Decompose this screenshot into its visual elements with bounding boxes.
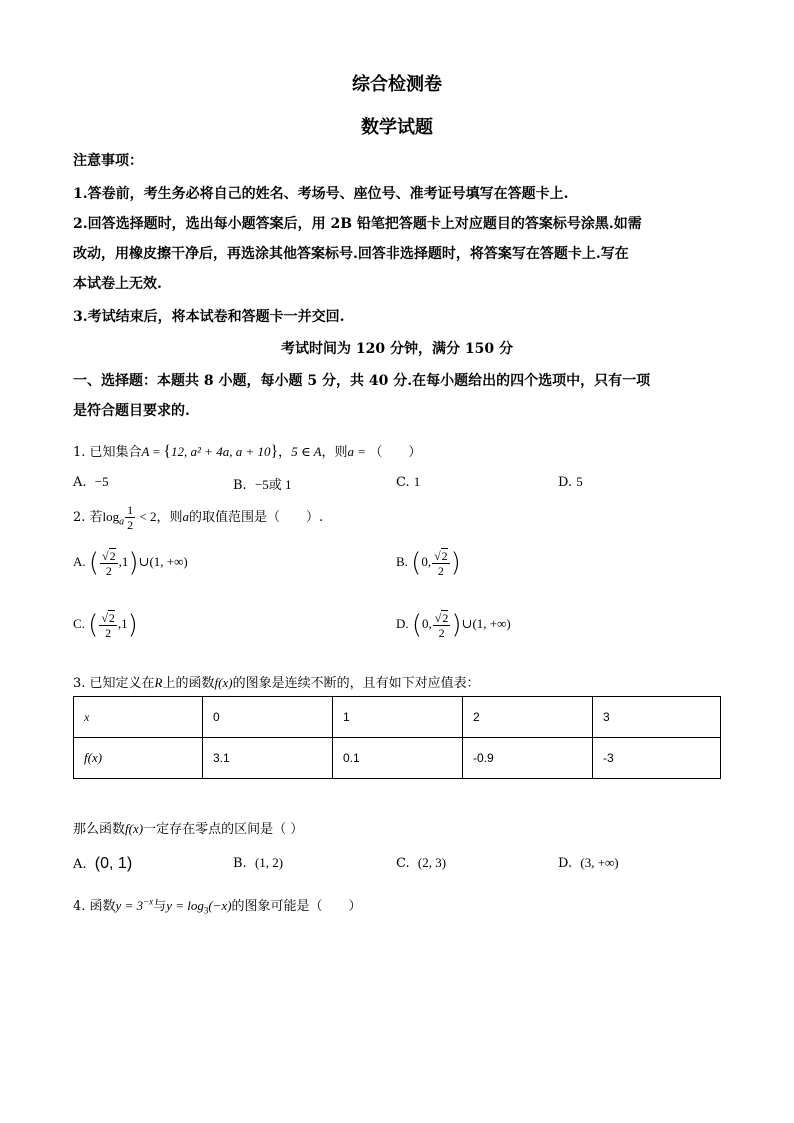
notes-item-2-line-3: 本试卷上无效. [73, 276, 162, 292]
notes-item-2-line-2: 改动，用橡皮擦干净后，再选涂其他答案标号.回答非选择题时，将答案写在答题卡上.写在 [73, 246, 629, 262]
option-label: B. [396, 553, 408, 569]
question-3-stem [73, 672, 480, 691]
section-1-intro-line-1: 一、选择题：本题共 8 小题，每小题 5 分，共 40 分.在每小题给出的四个选项中，只有一项 [73, 373, 651, 389]
q4-func-1-exp: −x [143, 896, 154, 907]
q1-answer-paren: （ ） [369, 445, 422, 460]
page-title: 综合检测卷 [352, 74, 442, 95]
interval-inf: (1, +∞) [472, 615, 511, 631]
q4-suffix: 的图象可能是（ ） [231, 899, 362, 914]
interval-lower: 0 [421, 553, 428, 569]
paren-close: ) [450, 548, 461, 578]
option-label: B. [233, 856, 247, 871]
option-text: (1, 2) [254, 855, 284, 870]
q3-func: f(x) [214, 675, 233, 690]
option-label: C. [396, 856, 410, 871]
q3-question [73, 818, 303, 837]
question-1-stem [73, 441, 421, 461]
q2-frac-den: 2 [127, 518, 134, 532]
q4-func-2-base: 3 [203, 905, 209, 916]
notes-heading: 注意事项： [73, 153, 143, 169]
q3-prefix: 3. 已知定义在 [73, 676, 155, 691]
union-symbol: ∪ [138, 553, 150, 569]
q2-fraction [125, 503, 135, 532]
option-text: (2, 3) [417, 855, 447, 870]
q1-option-a [73, 474, 109, 490]
q1-set-name: A [141, 444, 150, 459]
sqrt2-over-2: $\frac{√2}{2}$ [102, 548, 116, 578]
sqrt2-over-2: $\frac{√2}{2}$ [434, 610, 449, 640]
q1-ask: a = [347, 444, 370, 459]
option-label: C. [396, 475, 410, 490]
union-symbol: ∪ [461, 615, 473, 631]
q1-brace-open: { [163, 443, 172, 460]
frac-den: 2 [105, 625, 112, 640]
option-label: C. [73, 615, 85, 631]
q2-prefix: 2. 若 [73, 510, 103, 525]
q3-domain: R [154, 675, 163, 690]
frac-den: 2 [438, 625, 445, 640]
q3-question-func: f(x) [125, 821, 144, 836]
q2-option-c: C. ( $\frac{√2}{2}$ ,1) [73, 610, 138, 640]
paren-close: ) [451, 610, 462, 640]
q1-sep2: ，则 [321, 445, 348, 460]
q4-func-2-arg: (−x) [208, 898, 232, 913]
table-cell: x [74, 697, 203, 738]
sqrt2-over-2: $\frac{√2}{2}$ [434, 548, 448, 578]
option-text: 1 [413, 474, 421, 489]
q2-suffix2: 的取值范围是（ ）. [189, 510, 324, 525]
paren-open: ( [411, 610, 423, 640]
option-text: −5 [94, 474, 109, 489]
option-text: (3, +∞) [580, 855, 619, 870]
q4-func-2: y = log [166, 898, 204, 913]
q1-eq: = [149, 444, 164, 459]
q2-suffix: ，则 [156, 510, 183, 525]
paren-close: ) [128, 548, 139, 578]
q1-brace-close: } [270, 443, 279, 460]
sqrt-radicand: 2 [108, 610, 115, 625]
table-row [74, 738, 721, 779]
option-text: 5 [576, 474, 583, 489]
table-cell: 3.1 [203, 738, 333, 779]
sqrt-radicand: 2 [441, 548, 448, 563]
paren-open: ( [411, 548, 422, 578]
paren-open: ( [88, 610, 99, 640]
notes-item-1: 1.答卷前，考生务必将自己的姓名、考场号、座位号、准考证号填写在答题卡上. [73, 186, 569, 202]
question-4-stem [73, 895, 362, 916]
q1-prefix: 1. 已知集合 [73, 445, 142, 460]
q3-option-b [233, 855, 283, 871]
interval-lower: 0 [422, 615, 429, 631]
q4-prefix: 4. 函数 [73, 899, 116, 914]
option-label: A. [73, 475, 87, 490]
q2-frac-num: 1 [127, 503, 134, 517]
option-label: D. [558, 856, 573, 871]
q3-option-a [73, 855, 132, 873]
sqrt2-over-2: $\frac{√2}{2}$ [101, 610, 115, 640]
q3-option-c [396, 855, 446, 871]
notes-item-3: 3.考试结束后，将本试卷和答题卡一并交回. [73, 309, 345, 325]
q3-question-suffix: 一定存在零点的区间是（ ） [143, 822, 304, 837]
option-text: −5或 1 [254, 477, 292, 492]
q1-condition: 5 ∈ A [291, 444, 322, 459]
table-cell: 0 [203, 697, 333, 738]
q3-question-prefix: 那么函数 [73, 822, 126, 837]
question-2-stem [73, 503, 323, 532]
q2-log: log [102, 509, 120, 524]
interval-upper: 1 [121, 553, 129, 569]
q2-log-base: a [119, 516, 125, 528]
table-cell: -0.9 [463, 738, 593, 779]
interval-upper: 1 [121, 615, 128, 631]
section-1-intro-line-2: 是符合题目要求的. [73, 403, 190, 419]
q4-func-1: y = 3 [115, 898, 144, 913]
q4-mid: 与 [153, 899, 167, 914]
option-label: D. [396, 615, 409, 631]
q2-option-d: D. (0, $\frac{√2}{2}$ )∪(1, +∞) [396, 610, 511, 640]
option-label: B. [233, 478, 247, 493]
q1-option-d [558, 474, 583, 490]
notes-item-2-line-1: 2.回答选择题时，选出每小题答案后，用 2B 铅笔把答题卡上对应题目的答案标号涂黑.如需 [73, 216, 642, 232]
value-table [73, 696, 721, 779]
paren-close: ) [127, 610, 138, 640]
table-cell: 1 [333, 697, 463, 738]
option-text: (0, 1) [94, 855, 133, 872]
q3-mid: 上的函数 [162, 676, 215, 691]
q2-inequality: < 2 [136, 509, 157, 524]
page-subtitle: 数学试题 [361, 117, 433, 138]
option-label: A. [73, 553, 86, 569]
q1-option-b [233, 474, 292, 493]
option-label: D. [558, 475, 573, 490]
sqrt-radicand: 2 [442, 610, 449, 625]
exam-time-info: 考试时间为 120 分钟，满分 150 分 [281, 341, 513, 357]
q3-option-d [558, 855, 619, 871]
q2-option-b: B. (0, $\frac{√2}{2}$ ) [396, 548, 461, 578]
interval-inf: (1, +∞) [149, 553, 188, 569]
q1-sep: ， [278, 445, 292, 460]
table-cell: f(x) [74, 738, 203, 779]
paren-open: ( [88, 548, 100, 578]
q1-option-c [396, 474, 420, 490]
q2-var: a [182, 509, 190, 524]
option-label: A. [73, 857, 87, 872]
table-row [74, 697, 721, 738]
q1-set-body: 12, a² + 4a, a + 10 [171, 444, 271, 459]
table-cell: -3 [593, 738, 721, 779]
table-cell: 2 [463, 697, 593, 738]
sqrt-radicand: 2 [109, 548, 116, 563]
table-cell: 0.1 [333, 738, 463, 779]
q2-option-a: A. ( $\frac{√2}{2}$ ,1)∪(1, +∞) [73, 548, 188, 578]
table-cell: 3 [593, 697, 721, 738]
frac-den: 2 [437, 563, 444, 578]
q3-suffix: 的图象是连续不断的，且有如下对应值表： [232, 676, 480, 691]
frac-den: 2 [105, 563, 112, 578]
